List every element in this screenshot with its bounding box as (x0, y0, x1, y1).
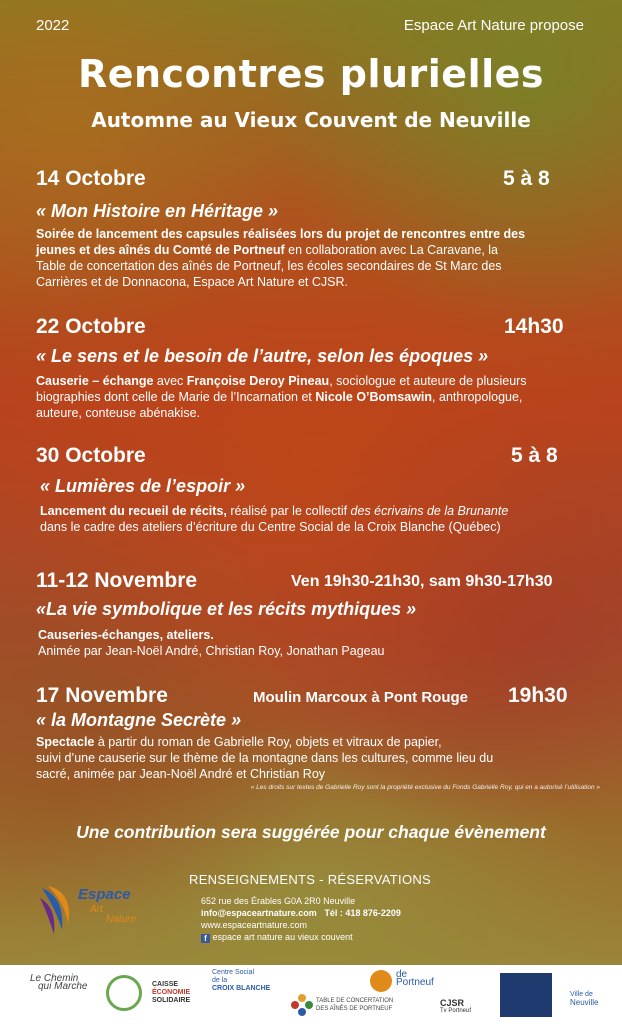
event-4-desc-bold-1: Causeries-échanges, ateliers. (38, 628, 214, 642)
logo-neuville-line-2: Neuville (570, 998, 599, 1007)
event-4-date: 11-12 Novembre (36, 569, 198, 592)
circle-logo-icon (106, 975, 142, 1011)
event-1-desc-line-4: Carrières et de Donnacona, Espace Art Nature et CJSR. (36, 275, 348, 289)
logo-text-nature: Nature (106, 914, 137, 925)
info-heading: RENSEIGNEMENTS - RÉSERVATIONS (189, 872, 432, 887)
event-3-date: 30 Octobre (36, 444, 146, 467)
info-phone: Tél : 418 876-2209 (324, 908, 401, 918)
logo-table-line-1: TABLE DE CONCERTATION (316, 998, 394, 1004)
logo-centre-line-3: CROIX BLANCHE (212, 985, 271, 992)
portrait-ad-image (500, 973, 552, 1017)
event-3-time: 5 à 8 (511, 444, 558, 467)
flower-logo-icon (290, 993, 314, 1017)
event-3-desc-italic-1: des écrivains de la Brunante (350, 504, 509, 518)
logo-centre-line-2: de la (212, 977, 228, 984)
proposer: Espace Art Nature propose (403, 17, 584, 34)
event-5-description (36, 734, 611, 782)
event-2-desc-text-4: , anthropologue, (432, 390, 523, 404)
event-2-desc-text-2: , sociologue et auteure de plusieurs (329, 374, 527, 388)
event-2-desc-text-1: avec (153, 374, 187, 388)
logo-neuville-line-1: Ville de (570, 991, 593, 998)
event-5-date: 17 Novembre (36, 684, 168, 707)
logo-table-concertation (316, 997, 393, 1013)
event-5-desc-text-1: à partir du roman de Gabrielle Roy, objets et vitraux de papier, (94, 735, 442, 749)
info-email-link[interactable]: info@espaceartnature.com (201, 908, 317, 918)
event-3-desc-bold-1: Lancement du recueil de récits, (40, 504, 227, 518)
logo-caisse-line-2: ÉCONOMIE (152, 989, 191, 996)
event-3-title: « Lumières de l’espoir » (40, 476, 246, 496)
event-1-desc-line-1: Soirée de lancement des capsules réalisées lors du projet de rencontres entre des (36, 227, 526, 241)
event-4-title: «La vie symbolique et les récits mythiques » (36, 599, 417, 619)
event-5-desc-text-2: suivi d’une causerie sur le thème de la montagne dans les cultures, comme lieu du (36, 751, 494, 765)
event-2-title: « Le sens et le besoin de l’autre, selon les époques » (36, 346, 489, 366)
event-2-desc-bold-3: Nicole O’Bomsawin (315, 390, 433, 404)
event-2-desc-text-5: auteure, conteuse abénakise. (36, 406, 201, 420)
logo-chemin-line-1: Le Chemin (30, 973, 79, 984)
logo-centre-line-1: Centre Social (212, 969, 255, 976)
event-2-description (36, 373, 611, 421)
event-3-description (40, 503, 610, 535)
year: 2022 (36, 17, 70, 34)
logo-text-espace: Espace (78, 886, 131, 903)
logo-cjsr (440, 999, 471, 1015)
logo-cjsr-line-2: Tv Portneuf (440, 1008, 472, 1014)
event-1-desc-line-2-bold: jeunes et des aînés du Comté de Portneuf (36, 243, 285, 257)
espace-art-nature-logo (38, 880, 158, 940)
logo-chemin-qui-marche (30, 975, 94, 991)
event-5-title: « la Montagne Secrète » (36, 710, 242, 730)
logo-portneuf-line-2: Portneuf (396, 977, 434, 988)
event-4-time: Ven 19h30-21h30, sam 9h30-17h30 (291, 573, 553, 590)
event-2-date: 22 Octobre (36, 315, 146, 338)
event-5-desc-text-3: sacré, animée par Jean-Noël André et Christian Roy (36, 767, 326, 781)
event-2-desc-bold-2: Françoise Deroy Pineau (186, 374, 330, 388)
info-website[interactable]: www.espaceartnature.com (201, 920, 308, 930)
event-1-title: « Mon Histoire en Héritage » (36, 201, 279, 221)
event-1-time: 5 à 8 (503, 167, 550, 190)
info-contact (201, 908, 401, 918)
logo-text-art: Art (90, 904, 103, 915)
logo-caisse (152, 981, 190, 1005)
copyright-note: « Les droits sur textes de Gabrielle Roy sont la propriété exclusive du Fonds Gabrielle Roy, qui en a autorisé l’utilisation » (250, 784, 600, 791)
event-1-description (36, 226, 606, 290)
event-1-desc-line-3: Table de concertation des aînés de Portneuf, les écoles secondaires de St Marc des (36, 259, 502, 273)
event-1-date: 14 Octobre (36, 167, 146, 190)
info-facebook-label: espace art nature au vieux couvent (212, 932, 353, 942)
logo-neuville (570, 991, 598, 1007)
event-4-desc-text-1: Animée par Jean-Noël André, Christian Roy, Jonathan Pageau (38, 644, 385, 658)
page-title: Rencontres plurielles (77, 52, 545, 96)
logo-caisse-line-3: SOLIDAIRE (152, 997, 191, 1004)
event-2-desc-bold-1: Causerie – échange (36, 374, 154, 388)
event-4-description (38, 627, 608, 659)
logo-cjsr-line-1: CJSR (440, 998, 465, 1008)
info-facebook[interactable] (201, 932, 353, 943)
logo-chemin-line-2: qui Marche (38, 981, 88, 992)
logo-portneuf (396, 971, 434, 987)
event-2-desc-text-3: biographies dont celle de Marie de l’Incarnation et (36, 390, 316, 404)
logo-caisse-line-1: CAISSE (152, 981, 179, 988)
sponsor-logos-bar (0, 965, 622, 1024)
event-1-desc-line-2: en collaboration avec La Caravane, la (284, 243, 499, 257)
event-2-time: 14h30 (504, 315, 564, 338)
event-5-time: 19h30 (508, 684, 568, 707)
portneuf-logo-icon (370, 970, 392, 992)
event-5-desc-bold-1: Spectacle (36, 735, 95, 749)
logo-portneuf-line-1: de (396, 969, 408, 980)
event-3-desc-text-1: réalisé par le collectif (226, 504, 351, 518)
event-3-desc-text-2: dans le cadre des ateliers d’écriture du Centre Social de la Croix Blanche (Québec) (40, 520, 501, 534)
logo-centre-social (212, 969, 270, 993)
facebook-icon: f (201, 934, 210, 943)
page-subtitle: Automne au Vieux Couvent de Neuville (91, 108, 531, 132)
event-5-place: Moulin Marcoux à Pont Rouge (253, 689, 469, 706)
contribution-notice: Une contribution sera suggérée pour chaque évènement (76, 822, 546, 842)
info-address: 652 rue des Érables G0A 2R0 Neuville (201, 896, 356, 906)
logo-table-line-2: DES AÎNÉS DE PORTNEUF (316, 1006, 393, 1012)
